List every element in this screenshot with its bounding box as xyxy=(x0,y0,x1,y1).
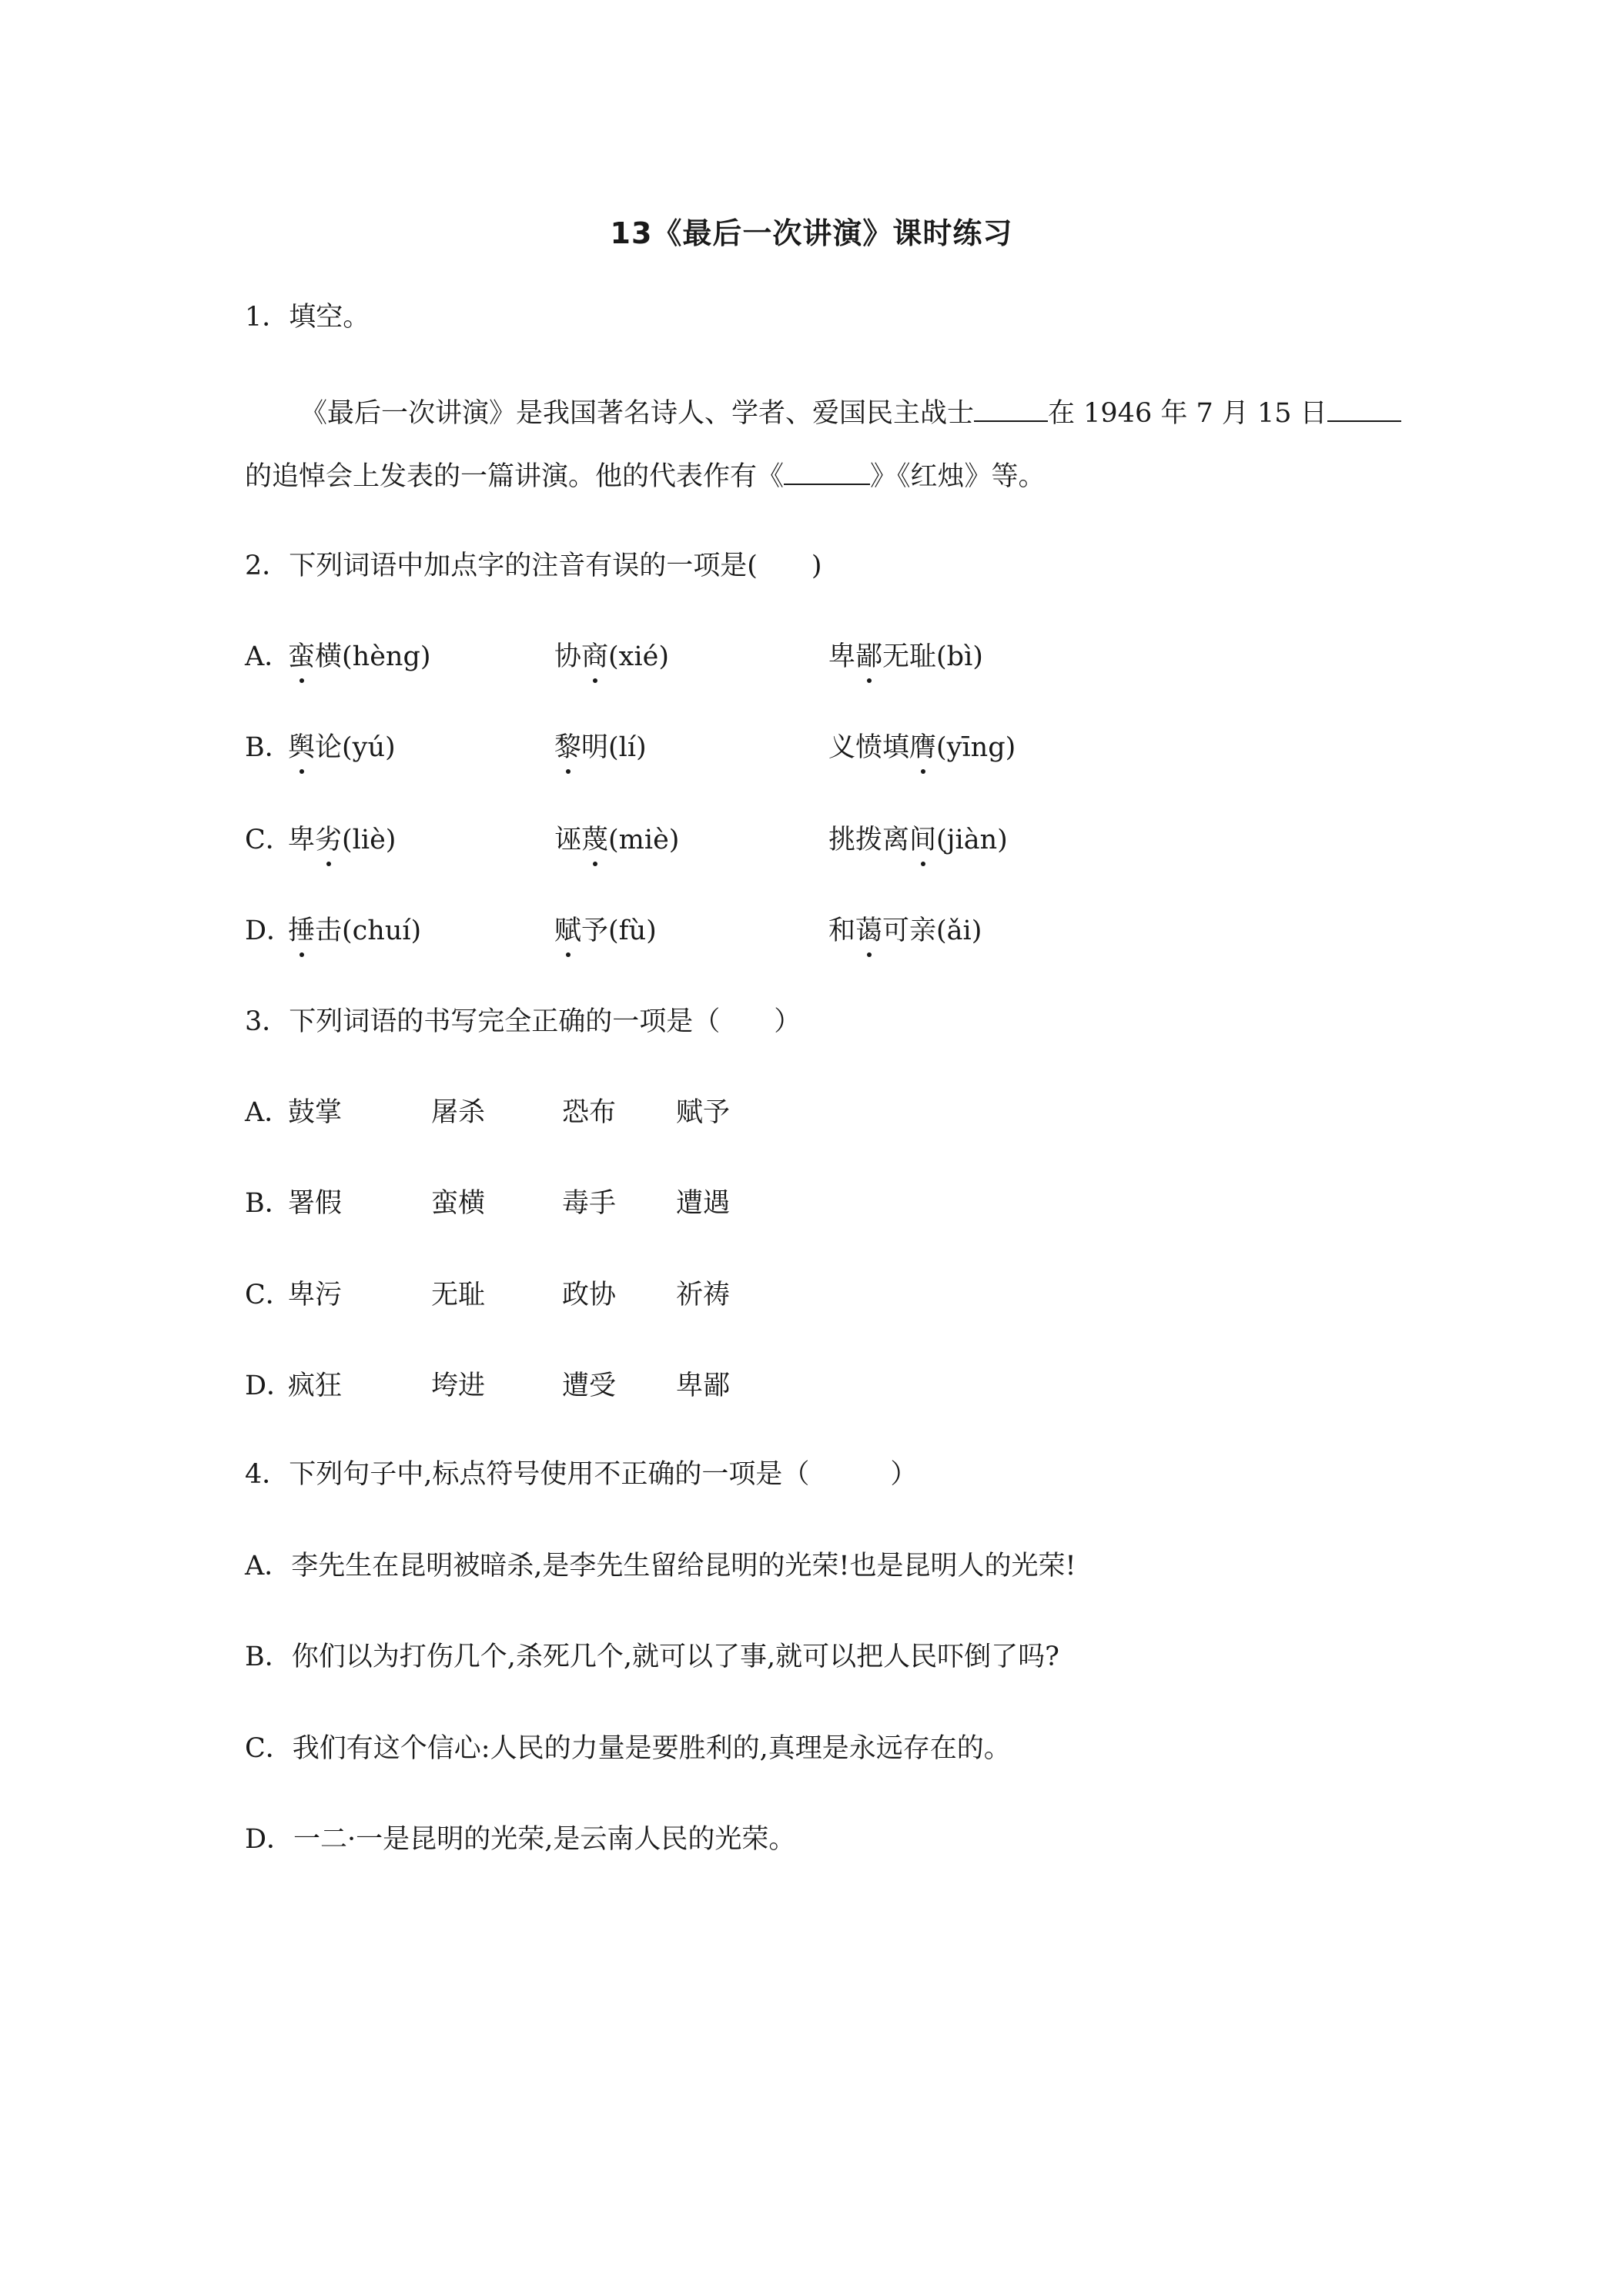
q4-option: B．你们以为打伤几个,杀死几个,就可以了事,就可以把人民吓倒了吗? xyxy=(245,1642,1059,1672)
word: 卑鄙 xyxy=(676,1371,731,1401)
q4-option: C．我们有这个信心:人民的力量是要胜利的,真理是永远存在的。 xyxy=(245,1733,1011,1764)
word: 无耻 xyxy=(431,1280,486,1310)
item-text-after: 予(fù) xyxy=(581,915,657,946)
pinyin-item xyxy=(554,732,647,763)
item-text-before: 诬 xyxy=(554,825,582,855)
dotted-character: 蔼 xyxy=(855,915,883,946)
item-text-before: 和 xyxy=(828,915,856,946)
item-text-after: (xié) xyxy=(608,641,669,672)
item-text-after: 横(hèng) xyxy=(315,641,431,672)
option-label: D． xyxy=(245,915,294,946)
word: 署假 xyxy=(288,1188,343,1219)
word: 赋予 xyxy=(676,1097,731,1128)
item-text-after: (jiàn) xyxy=(936,825,1008,855)
word: 遭遇 xyxy=(676,1188,731,1219)
item-text-before: 义愤填 xyxy=(828,732,910,763)
word: 政协 xyxy=(562,1280,617,1310)
question-1-heading: 1．填空。 xyxy=(245,302,370,333)
option-label: B． xyxy=(245,732,292,763)
word: 蛮横 xyxy=(431,1188,486,1219)
word: 祈祷 xyxy=(676,1280,731,1310)
item-text-before: 卑 xyxy=(828,641,856,672)
option-label: C． xyxy=(245,1280,293,1310)
q1-text-d: 》《红烛》等。 xyxy=(870,461,1046,492)
pinyin-item xyxy=(554,641,669,672)
option-label: C． xyxy=(245,825,293,855)
pinyin-item xyxy=(554,915,657,946)
question-2-heading: 2．下列词语中加点字的注音有误的一项是( ) xyxy=(245,551,822,581)
word: 疯狂 xyxy=(288,1371,343,1401)
item-text-after: (miè) xyxy=(608,825,680,855)
question-4-heading: 4．下列句子中,标点符号使用不正确的一项是（ ） xyxy=(245,1459,918,1490)
option-label: D． xyxy=(245,1371,294,1401)
pinyin-item xyxy=(828,641,983,672)
question-1-line-1 xyxy=(300,399,1401,427)
item-text-before: 协 xyxy=(554,641,582,672)
pinyin-item xyxy=(828,915,982,946)
blank-event[interactable] xyxy=(1327,399,1401,422)
pinyin-item xyxy=(288,641,431,672)
dotted-character: 膺 xyxy=(909,732,937,763)
word: 卑污 xyxy=(288,1280,343,1310)
dotted-character: 劣 xyxy=(315,825,343,855)
pinyin-item xyxy=(828,732,1016,763)
pinyin-item xyxy=(288,915,422,946)
dotted-character: 商 xyxy=(581,641,609,672)
blank-work[interactable] xyxy=(784,462,870,485)
q4-option: A．李先生在昆明被暗杀,是李先生留给昆明的光荣!也是昆明人的光荣! xyxy=(245,1551,1076,1581)
item-text-after: 明(lí) xyxy=(581,732,647,763)
word: 垮进 xyxy=(431,1371,486,1401)
option-label: A． xyxy=(245,641,292,672)
dotted-character: 黎 xyxy=(554,732,582,763)
item-text-after: (liè) xyxy=(342,825,397,855)
dotted-character: 捶 xyxy=(288,915,316,946)
word: 恐布 xyxy=(562,1097,617,1128)
q1-text-b: 在 1946 年 7 月 15 日 xyxy=(1048,398,1327,429)
dotted-character: 舆 xyxy=(288,732,316,763)
dotted-character: 间 xyxy=(909,825,937,855)
dotted-character: 鄙 xyxy=(855,641,883,672)
option-label: A． xyxy=(245,1097,292,1128)
item-text-after: 无耻(bì) xyxy=(882,641,983,672)
word: 鼓掌 xyxy=(288,1097,343,1128)
pinyin-item xyxy=(288,732,396,763)
pinyin-item xyxy=(554,827,679,854)
dotted-character: 蛮 xyxy=(288,641,316,672)
blank-name[interactable] xyxy=(974,399,1048,422)
q1-text-c: 的追悼会上发表的一篇讲演。他的代表作有《 xyxy=(245,461,785,492)
pinyin-item xyxy=(288,827,396,854)
dotted-character: 赋 xyxy=(554,915,582,946)
item-text-after: 可亲(ǎi) xyxy=(882,915,982,946)
pinyin-item xyxy=(828,827,1008,854)
item-text-before: 挑拨离 xyxy=(828,825,910,855)
question-3-heading: 3．下列词语的书写完全正确的一项是（ ） xyxy=(245,1006,801,1037)
word: 屠杀 xyxy=(431,1097,486,1128)
item-text-after: 击(chuí) xyxy=(315,915,422,946)
dotted-character: 蔑 xyxy=(581,825,609,855)
q4-option: D．一二·一是昆明的光荣,是云南人民的光荣。 xyxy=(245,1824,796,1855)
item-text-before: 卑 xyxy=(288,825,316,855)
page-title: 13《最后一次讲演》课时练习 xyxy=(610,216,1013,250)
option-label: B． xyxy=(245,1188,292,1219)
word: 毒手 xyxy=(562,1188,617,1219)
item-text-after: (yīng) xyxy=(936,732,1016,763)
q1-text-a: 《最后一次讲演》是我国著名诗人、学者、爱国民主战士 xyxy=(300,398,975,429)
item-text-after: 论(yú) xyxy=(315,732,396,763)
question-1-line-2 xyxy=(245,462,1046,490)
word: 遭受 xyxy=(562,1371,617,1401)
